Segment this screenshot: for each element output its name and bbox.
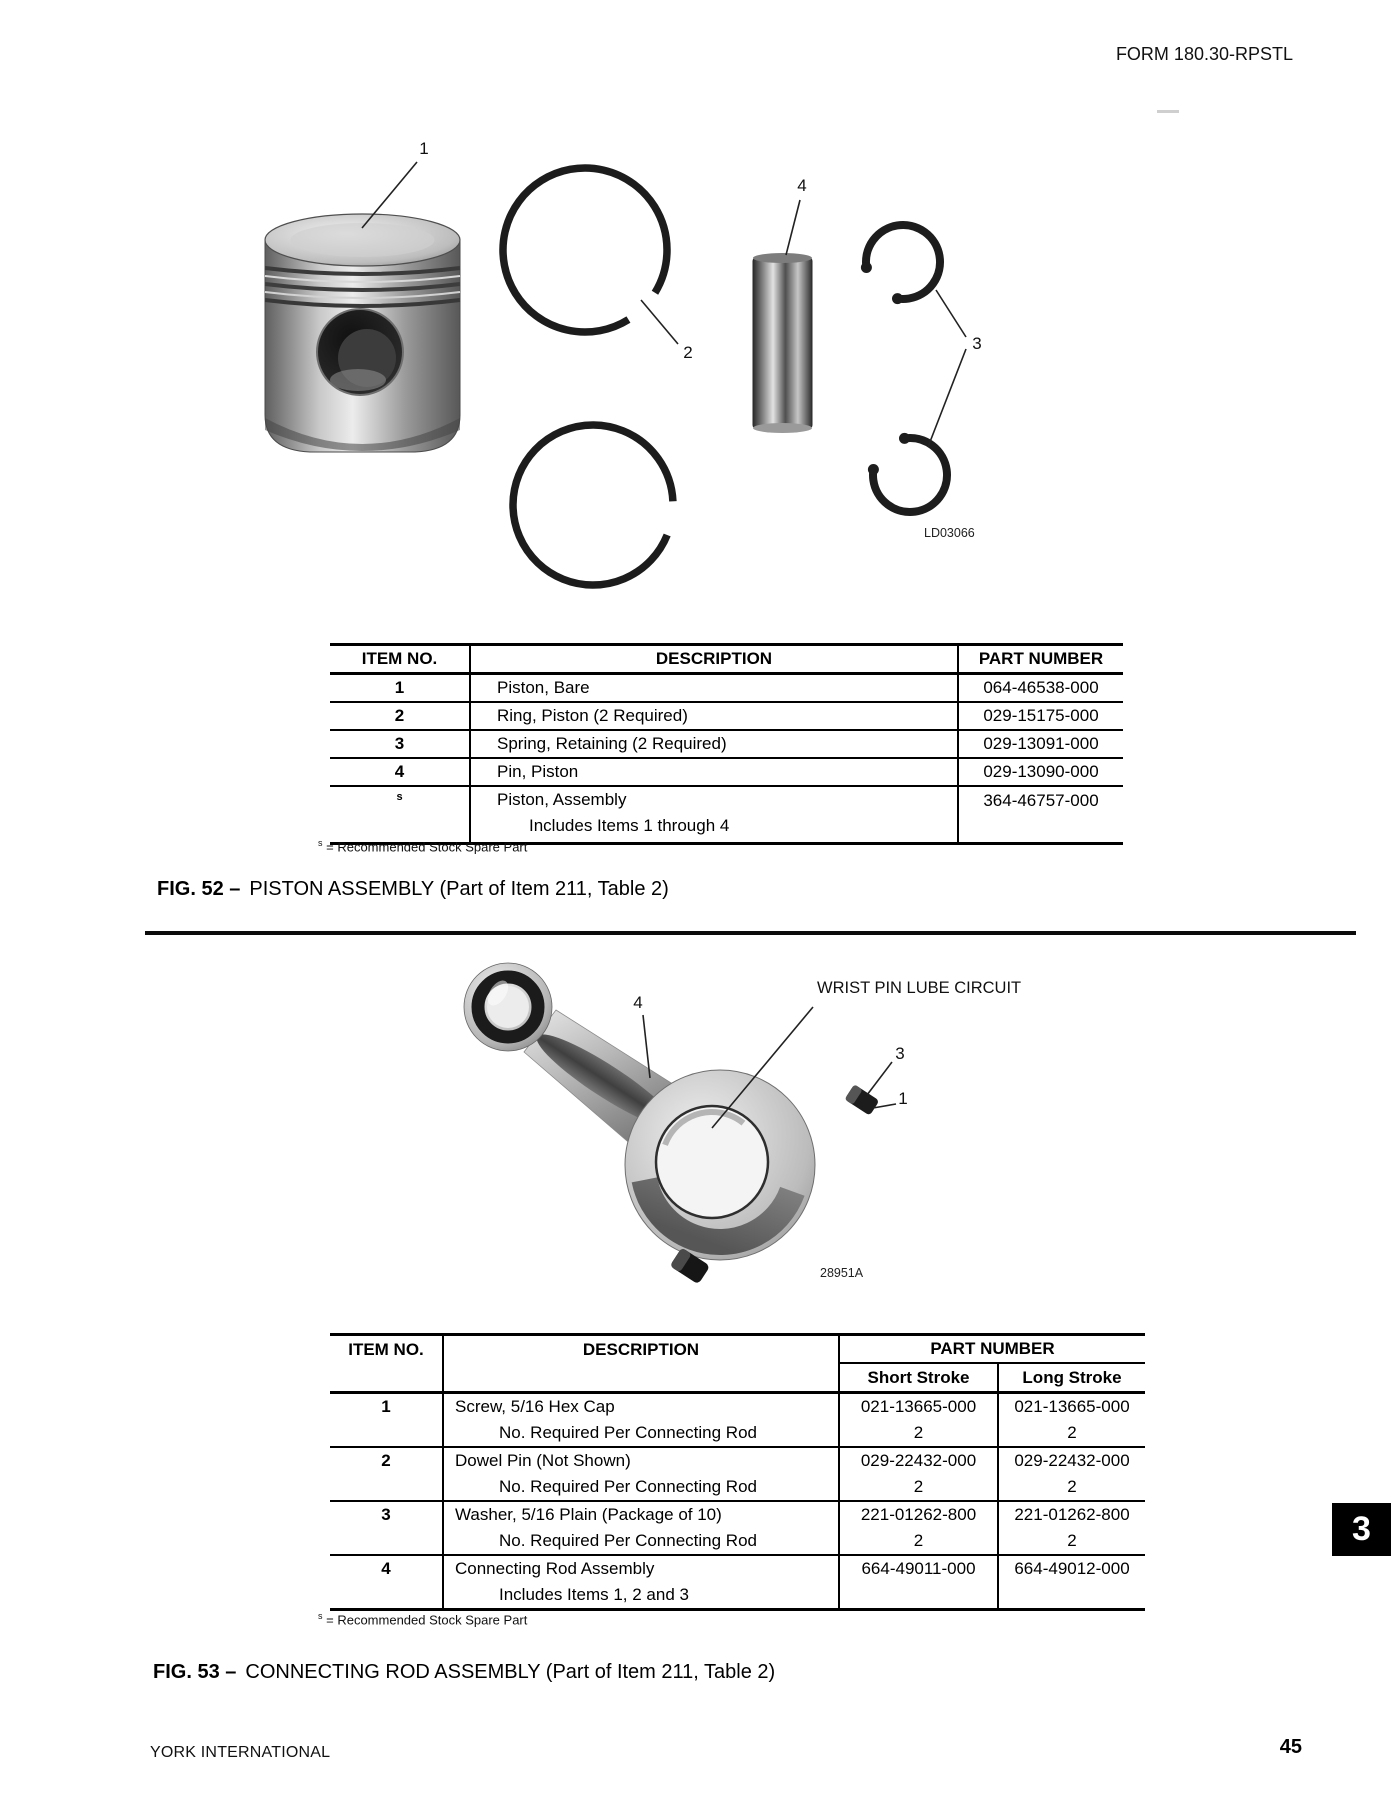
description-line2: No. Required Per Connecting Rod (499, 1423, 757, 1442)
callout-2: 2 (683, 343, 693, 362)
long-stroke-qty: 2 (1067, 1477, 1077, 1496)
connecting-rod-parts-table (330, 1333, 1145, 1611)
short-stroke-part: 221-01262-800 (860, 1505, 977, 1524)
piston-parts-table (330, 643, 1123, 845)
description-line1: Screw, 5/16 Hex Cap (455, 1397, 615, 1416)
table-row: 1 Screw, 5/16 Hex Cap No. Required Per Connecting Rod 021-13665-000 2 021-13665-000 2 (330, 1393, 1145, 1448)
form-number: FORM 180.30-RPSTL (1115, 44, 1293, 64)
scan-artifact (1157, 110, 1179, 113)
table-row: 3 Spring, Retaining (2 Required) 029-13091-000 (330, 730, 1123, 758)
section-divider (145, 931, 1356, 935)
table-row: 4 Connecting Rod Assembly Includes Items 1, 2 and 3 664-49011-000 664-49012-000 (330, 1555, 1145, 1610)
col-header-long-stroke: Long Stroke (998, 1363, 1145, 1393)
section-tab-3: 3 (1332, 1503, 1391, 1556)
table-row: 2 Dowel Pin (Not Shown) No. Required Per Connecting Rod 029-22432-000 2 029-22432-000 2 (330, 1447, 1145, 1501)
footnote-text: = Recommended Stock Spare Part (326, 1612, 528, 1628)
col-header-item-no: ITEM NO. (330, 645, 470, 674)
piston-pin-illustration (753, 253, 812, 433)
retaining-spring-top (861, 220, 946, 305)
table-row: $^s$ Piston, Assembly Includes Items 1 through 4 364-46757-000 (330, 786, 1123, 844)
table-footnote (318, 838, 527, 854)
description-line1: Piston, Assembly (497, 790, 627, 809)
wrist-pin-lube-annotation: WRIST PIN LUBE CIRCUIT (817, 979, 1022, 997)
short-stroke-part: 029-22432-000 (860, 1451, 977, 1470)
long-stroke-part: 221-01262-800 (1014, 1505, 1130, 1524)
description-line2: Includes Items 1 through 4 (529, 816, 730, 835)
piston-ring-top (472, 137, 698, 363)
col-header-item-no: ITEM NO. (330, 1335, 443, 1393)
col-header-part-number: PART NUMBER (958, 645, 1123, 674)
table-header-row (330, 645, 1123, 674)
stock-spare-marker: s (396, 791, 403, 803)
figure-53-caption (153, 1661, 775, 1684)
table-row: 3 Washer, 5/16 Plain (Package of 10) No. Required Per Connecting Rod 221-01262-800 2 221-01262-800 2 (330, 1501, 1145, 1555)
callout-3: 3 (972, 334, 982, 353)
figure-number: FIG. 53 – (153, 1661, 237, 1683)
piston-ring-bottom (489, 401, 697, 600)
description-line1: Washer, 5/16 Plain (Package of 10) (455, 1505, 722, 1524)
table-row: 1 Piston, Bare 064-46538-000 (330, 674, 1123, 703)
footer-company-name: YORK INTERNATIONAL (150, 1744, 331, 1761)
col-header-part-number: PART NUMBER (839, 1335, 1145, 1364)
callout-1: 1 (419, 139, 429, 158)
callout-4: 4 (797, 176, 807, 195)
image-code-28951a: 28951A (820, 1266, 864, 1280)
short-stroke-part: 021-13665-000 (860, 1397, 977, 1416)
description-line2: No. Required Per Connecting Rod (499, 1477, 757, 1496)
short-stroke-qty: 2 (913, 1423, 924, 1442)
figure-52-caption (157, 878, 669, 901)
page-number: 45 (1279, 1736, 1302, 1758)
description-line2: No. Required Per Connecting Rod (499, 1531, 757, 1550)
long-stroke-part: 029-22432-000 (1014, 1451, 1130, 1470)
table-row: 2 Ring, Piston (2 Required) 029-15175-000 (330, 702, 1123, 730)
col-header-short-stroke: Short Stroke (839, 1363, 998, 1393)
image-code-ld03066: LD03066 (924, 526, 975, 540)
callout-1: 1 (898, 1089, 908, 1108)
table-header-row (330, 1335, 1145, 1364)
footnote-text: = Recommended Stock Spare Part (326, 839, 528, 855)
footnote-superscript: s (318, 1611, 323, 1621)
piston-illustration (265, 214, 460, 452)
short-stroke-qty (840, 1582, 997, 1608)
figure-title: CONNECTING ROD ASSEMBLY (Part of Item 211, Table 2) (245, 1661, 776, 1683)
short-stroke-qty: 2 (913, 1531, 924, 1550)
col-header-description: DESCRIPTION (470, 645, 958, 674)
table-footnote (318, 1611, 527, 1627)
description-line1: Connecting Rod Assembly (455, 1559, 655, 1578)
callout-4: 4 (633, 993, 643, 1012)
short-stroke-part: 664-49011-000 (861, 1559, 976, 1578)
long-stroke-qty (999, 1582, 1145, 1608)
short-stroke-qty: 2 (913, 1477, 924, 1496)
retaining-spring-bottom (868, 433, 952, 517)
cap-screw-top (845, 1084, 880, 1115)
col-header-description: DESCRIPTION (443, 1335, 839, 1393)
footnote-superscript: s (318, 838, 323, 848)
piston-assembly-figure (240, 100, 1030, 600)
connecting-rod-illustration (464, 963, 879, 1284)
figure-number: FIG. 52 – (157, 878, 241, 900)
figure-title: PISTON ASSEMBLY (Part of Item 211, Table 2) (249, 878, 669, 900)
description-line1: Dowel Pin (Not Shown) (455, 1451, 631, 1470)
connecting-rod-figure (430, 945, 1080, 1295)
long-stroke-qty: 2 (1067, 1423, 1077, 1442)
callout-3: 3 (895, 1044, 905, 1063)
long-stroke-part: 664-49012-000 (1014, 1559, 1130, 1578)
description-line2: Includes Items 1, 2 and 3 (499, 1585, 689, 1604)
long-stroke-qty: 2 (1067, 1531, 1077, 1550)
long-stroke-part: 021-13665-000 (1014, 1397, 1130, 1416)
table-row: 4 Pin, Piston 029-13090-000 (330, 758, 1123, 786)
